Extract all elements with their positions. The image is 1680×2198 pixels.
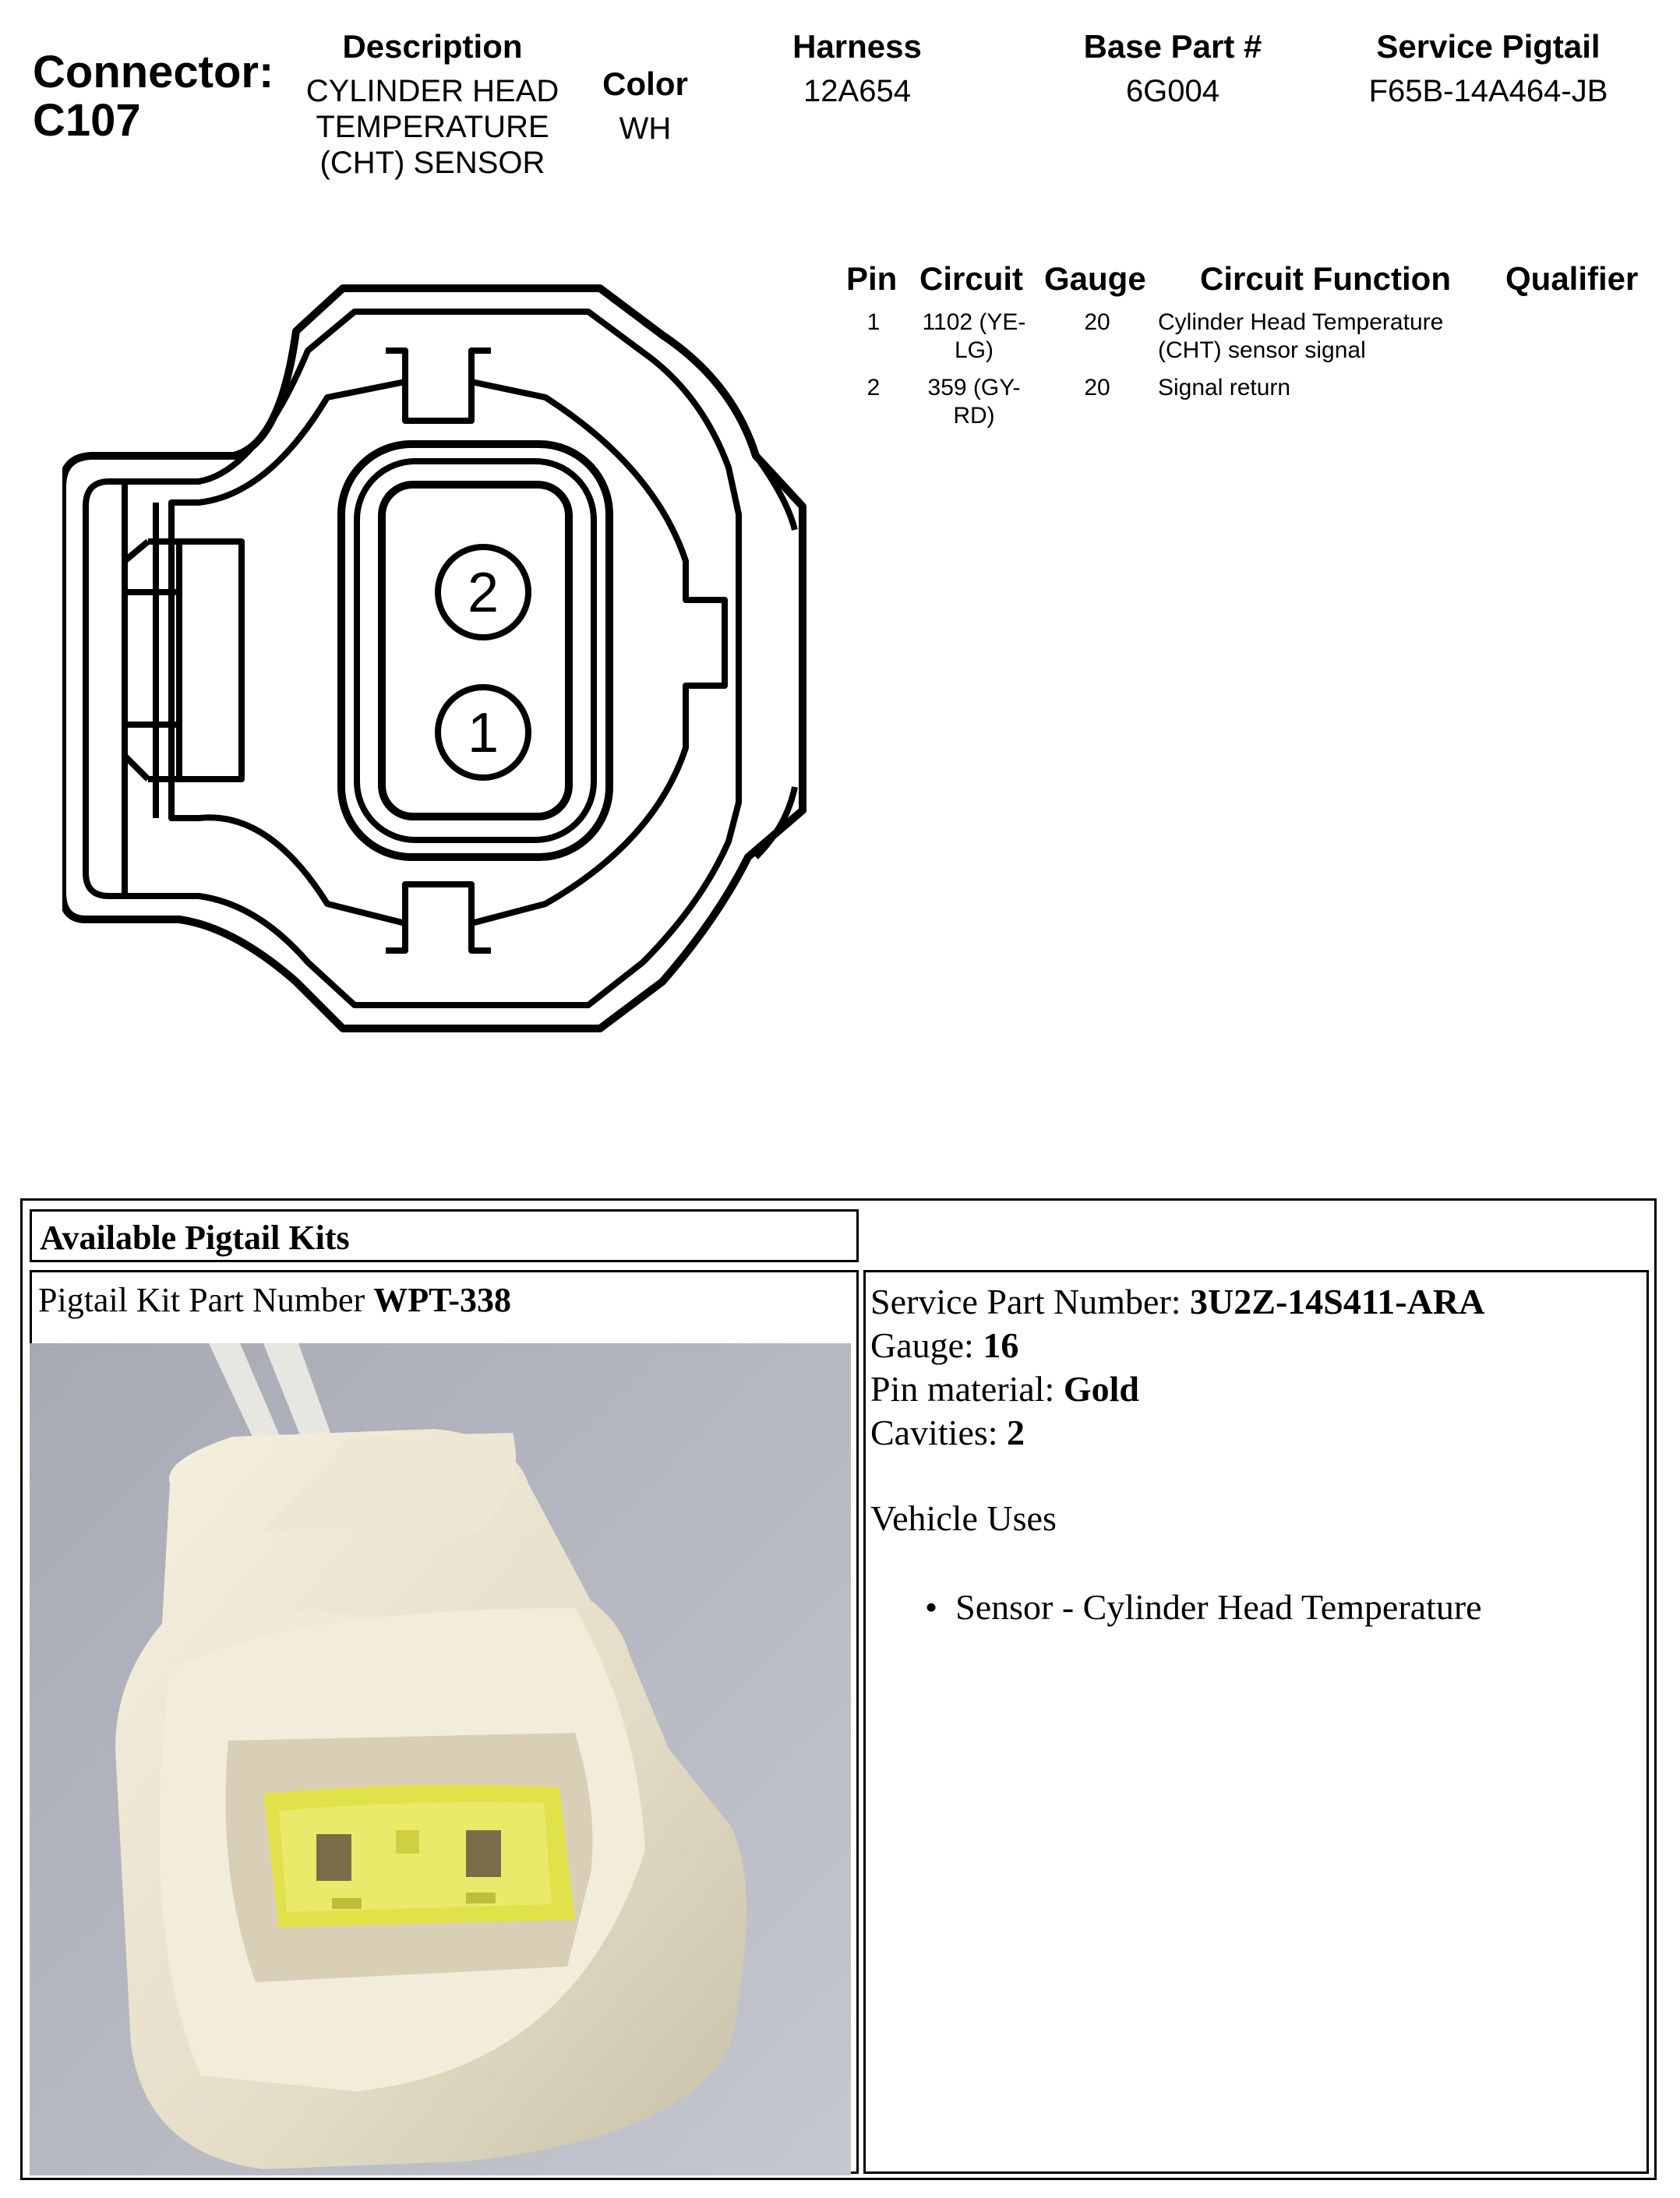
circuit-function-header: Circuit Function: [1200, 260, 1451, 297]
connector-label: Connector:: [33, 47, 274, 97]
vehicle-use-text: Sensor - Cylinder Head Temperature: [955, 1587, 1482, 1627]
row2-function-line-1: Signal return: [1158, 375, 1291, 400]
row2-pin: 2: [866, 375, 881, 400]
service-pigtail-value: F65B-14A464-JB: [1368, 74, 1608, 108]
row1-circuit: [904, 309, 1044, 365]
row1-circuit-line-1: 1102 (YE-: [922, 309, 1026, 335]
description-column: [288, 28, 577, 181]
housing-inner-outline: [86, 312, 739, 1005]
gauge-label: Gauge:: [870, 1325, 983, 1365]
pigtail-kit-part-number: [32, 1272, 856, 1328]
service-part-value: 3U2Z-14S411-ARA: [1190, 1282, 1485, 1321]
row1-function-line-1: Cylinder Head Temperature: [1158, 309, 1444, 335]
cavities-label: Cavities:: [870, 1413, 1008, 1452]
harness-column: [748, 28, 966, 109]
gauge-header: Gauge: [1044, 260, 1146, 297]
pin-material-value: Gold: [1063, 1369, 1139, 1409]
vehicle-use-item: [870, 1586, 1642, 1629]
service-pigtail-column: [1340, 28, 1636, 109]
connector-face-diagram: [62, 280, 810, 1044]
connector-title: [33, 48, 274, 145]
pin-1-number: 1: [467, 702, 499, 764]
row2-circuit-line-1: 359 (GY-: [927, 375, 1021, 400]
row1-function: [1158, 309, 1443, 365]
pigtail-connector-photo: [30, 1343, 851, 2175]
service-pigtail-label: Service Pigtail: [1376, 28, 1601, 65]
color-value: WH: [619, 111, 672, 146]
row1-pin: 1: [866, 309, 881, 335]
pin-material-line: [870, 1367, 1642, 1411]
harness-value: 12A654: [803, 74, 911, 108]
pin-2-number: 2: [467, 562, 499, 624]
qualifier-header: Qualifier: [1505, 260, 1639, 297]
left-latch-inner: [125, 542, 242, 779]
pin-material-label: Pin material:: [870, 1369, 1064, 1409]
service-part-number-line: [870, 1280, 1642, 1324]
cavity-middle: [357, 461, 594, 840]
bottom-latch: [386, 884, 491, 951]
service-part-label: Service Part Number:: [870, 1282, 1191, 1321]
row1-gauge: 20: [1084, 309, 1110, 335]
row1-circuit-line-2: LG): [954, 337, 994, 363]
pin-header: Pin: [846, 260, 898, 297]
service-spec-cell: [863, 1270, 1649, 2174]
base-part-value: 6G004: [1125, 74, 1220, 108]
right-bump: [756, 456, 795, 857]
cavities-line: [870, 1411, 1642, 1455]
row1-function-line-2: (CHT) sensor signal: [1158, 337, 1366, 363]
cavity-inner: [382, 485, 569, 817]
gauge-value: 16: [983, 1325, 1019, 1365]
kit-number: WPT-338: [373, 1281, 512, 1319]
color-column: [583, 65, 708, 146]
bullet-icon: •: [925, 1587, 956, 1627]
base-part-label: Base Part #: [1083, 28, 1262, 65]
base-part-column: [1052, 28, 1294, 109]
gauge-line: [870, 1324, 1642, 1367]
row2-gauge: 20: [1084, 375, 1110, 400]
connector-id: C107: [33, 95, 141, 146]
vehicle-uses-label: Vehicle Uses: [870, 1498, 1057, 1538]
row2-circuit: [904, 374, 1044, 430]
color-label: Color: [602, 65, 688, 102]
description-line-3: (CHT) SENSOR: [319, 146, 545, 180]
circuit-header: Circuit: [919, 260, 1024, 297]
kit-label-text: Pigtail Kit Part Number: [38, 1281, 374, 1319]
description-label: Description: [342, 28, 523, 65]
description-line-1: CYLINDER HEAD: [305, 74, 559, 108]
description-line-2: TEMPERATURE: [316, 110, 549, 144]
row2-circuit-line-2: RD): [953, 403, 995, 429]
cavities-value: 2: [1007, 1413, 1025, 1452]
harness-label: Harness: [792, 28, 922, 65]
available-pigtail-kits-title: Available Pigtail Kits: [30, 1209, 859, 1262]
row2-function: [1158, 374, 1290, 402]
